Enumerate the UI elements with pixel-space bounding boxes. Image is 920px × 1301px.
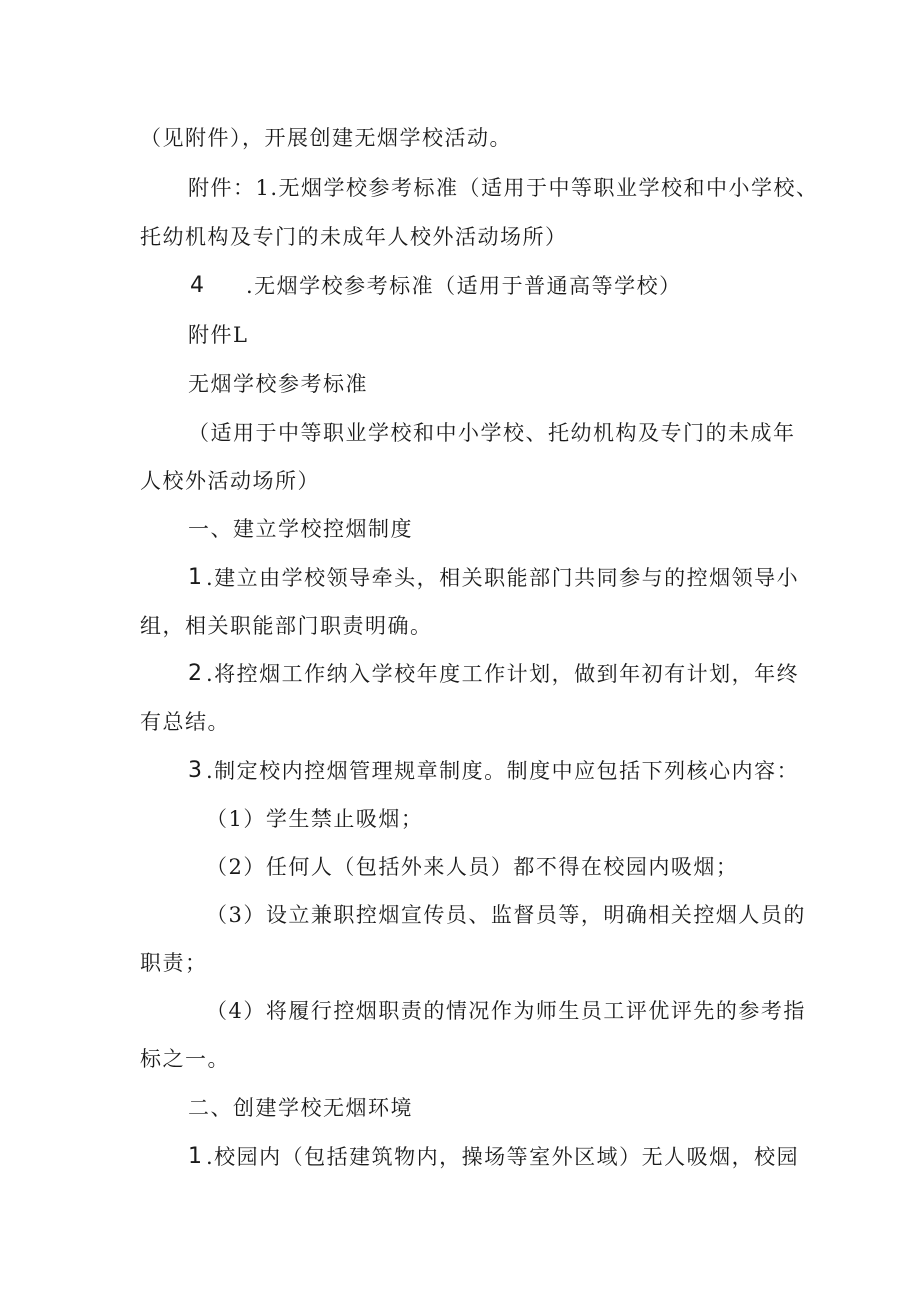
item-4-line: .校园内（包括建筑物内，操场等室外区域）无人吸烟，校园 [206,1145,800,1169]
section-heading-2: 二、创建学校无烟环境 [188,1096,413,1120]
attachment-line-1: 附件：1.无烟学校参考标准（适用于中等职业学校和中小学校、 [188,176,819,200]
sub-item-1: （1）学生禁止吸烟； [206,807,424,831]
sub-item-3: （3）设立兼职控烟宣传员、监督员等，明确相关控烟人员的 [206,903,806,927]
attachment-line-1-cont: 托幼机构及专门的未成年人校外活动场所） [140,225,568,249]
item-number-4: 1 [188,1144,204,1169]
item-3-line: .制定校内控烟管理规章制度。制度中应包括下列核心内容： [206,759,800,783]
sub-item-2: （2）任何人（包括外来人员）都不得在校园内吸烟； [206,855,739,879]
item-2-line: .将控烟工作纳入学校年度工作计划，做到年初有计划，年终 [206,662,800,686]
sub-item-3-cont: 职责； [140,951,208,975]
item-2-cont: 有总结。 [140,710,230,734]
document-subtitle-cont: 人校外活动场所） [140,469,320,493]
paragraph-line: （见附件），开展创建无烟学校活动。 [140,126,512,150]
item-number-1: 1 [188,565,204,590]
attachment-number: 4 [190,273,206,298]
document-title: 无烟学校参考标准 [188,372,368,396]
item-1-line: .建立由学校领导牵头，相关职能部门共同参与的控烟领导小 [206,566,800,590]
item-number-2: 2 [188,661,204,686]
sub-item-4-cont: 标之一。 [140,1047,230,1071]
document-subtitle: （适用于中等职业学校和中小学校、托幼机构及专门的未成年 [188,421,796,445]
item-1-cont: 组，相关职能部门职责明确。 [140,614,433,638]
attachment-line-2: .无烟学校参考标准（适用于普通高等学校） [246,274,682,298]
attachment-heading: 附件L [188,323,249,347]
sub-item-4: （4）将履行控烟职责的情况作为师生员工评优评先的参考指 [206,999,806,1023]
item-number-3: 3 [188,758,204,783]
section-heading-1: 一、建立学校控烟制度 [188,517,413,541]
